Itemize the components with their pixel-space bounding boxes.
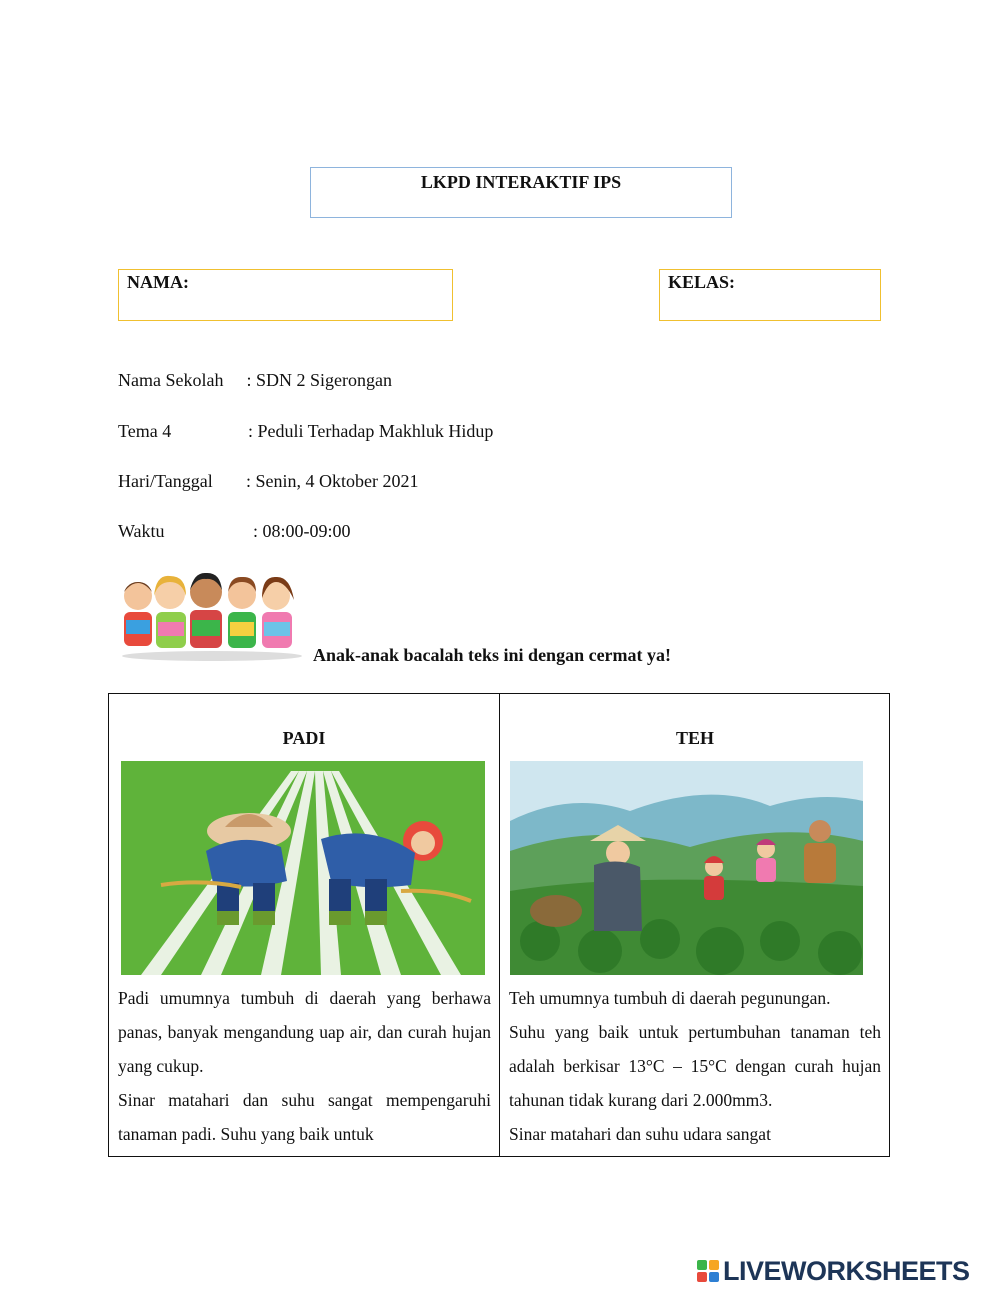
- info-school: [118, 370, 392, 391]
- class-label: KELAS:: [668, 272, 736, 292]
- padi-text: [118, 981, 491, 1151]
- padi-heading: PADI: [282, 728, 326, 748]
- info-time: [118, 521, 351, 542]
- children-reading-illustration: [118, 570, 306, 662]
- teh-paragraph-3: Sinar matahari dan suhu udara sangat: [509, 1124, 771, 1144]
- tea-plantation-illustration: [510, 761, 863, 975]
- info-school-value: : SDN 2 Sigerongan: [242, 370, 392, 390]
- info-date-label: Hari/Tanggal: [118, 471, 213, 491]
- reading-table: [108, 693, 890, 1157]
- info-theme-value: : Peduli Terhadap Makhluk Hidup: [248, 421, 494, 441]
- teh-heading: TEH: [675, 728, 714, 748]
- rice-farmers-illustration: [121, 761, 485, 975]
- padi-paragraph-2: Sinar matahari dan suhu sangat mempengaruhi tanaman padi. Suhu yang baik untuk: [118, 1090, 491, 1144]
- logo-text: LIVEWORKSHEETS: [723, 1255, 970, 1286]
- teh-paragraph-2: Suhu yang baik untuk pertumbuhan tanaman teh adalah berkisar 13°C – 15°C dengan curah hujan tahunan tidak kurang dari 2.000mm3.: [509, 1022, 881, 1110]
- info-date: [118, 471, 419, 492]
- teh-text: [509, 981, 881, 1151]
- info-school-label: Nama Sekolah: [118, 370, 224, 390]
- info-time-value: : 08:00-09:00: [253, 521, 351, 541]
- class-field[interactable]: [659, 269, 881, 321]
- padi-paragraph-1: Padi umumnya tumbuh di daerah yang berhawa panas, banyak mengandung uap air, dan curah hujan yang cukup.: [118, 988, 491, 1076]
- name-field[interactable]: [118, 269, 453, 321]
- column-divider: [499, 694, 500, 1157]
- liveworksheets-logo: [697, 1256, 970, 1286]
- logo-mark-icon: [697, 1260, 719, 1282]
- name-label: NAMA:: [127, 272, 189, 292]
- teh-paragraph-1: Teh umumnya tumbuh di daerah pegunungan.: [509, 988, 831, 1008]
- info-time-label: Waktu: [118, 521, 165, 541]
- info-date-value: : Senin, 4 Oktober 2021: [246, 471, 419, 491]
- reading-instruction: Anak-anak bacalah teks ini dengan cermat ya!: [313, 645, 672, 665]
- worksheet-title: LKPD INTERAKTIF IPS: [310, 167, 732, 218]
- info-theme-label: Tema 4: [118, 421, 172, 441]
- info-theme: [118, 421, 493, 442]
